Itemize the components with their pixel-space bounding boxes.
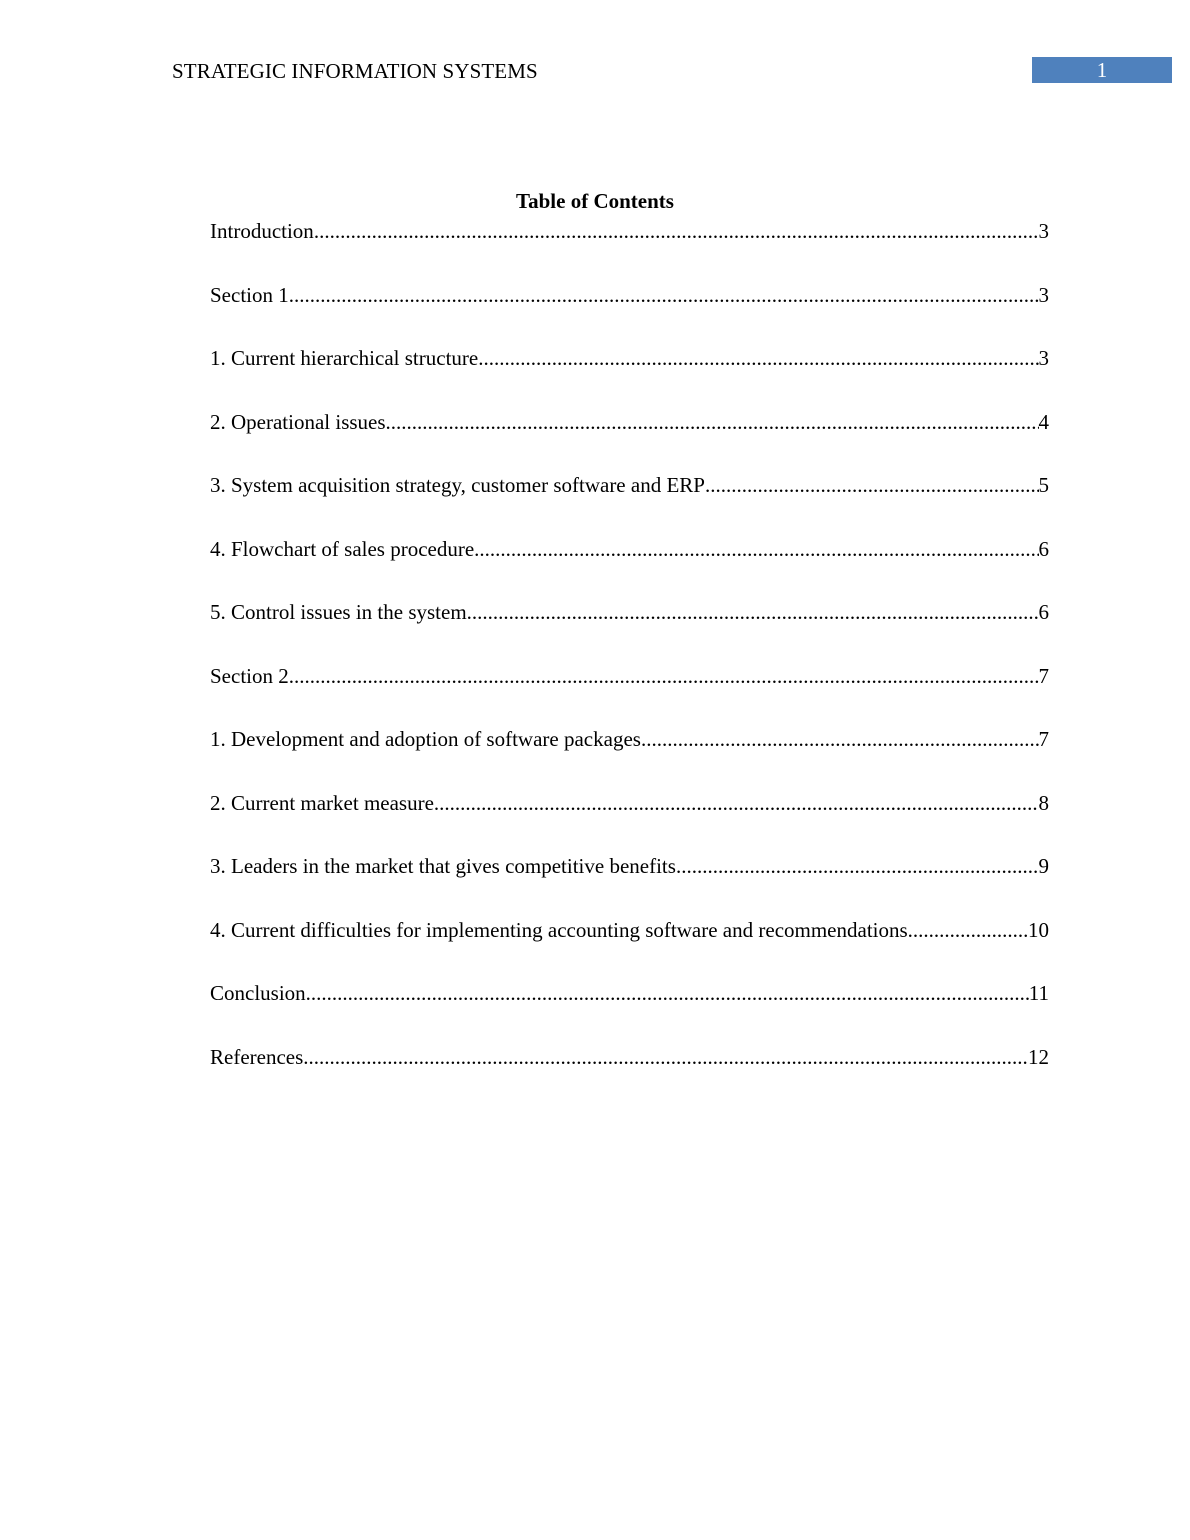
toc-entry-label: 1. Development and adoption of software packages [210,727,641,751]
toc-entry-label: Introduction [210,219,314,243]
table-of-contents [210,217,1049,1106]
toc-entry-page: 7 [1038,663,1049,688]
toc-entry-page: 5 [1038,473,1049,497]
toc-heading: Table of Contents [516,189,674,213]
toc-entry-flowchart-of-sales-procedure[interactable] [210,535,1049,599]
toc-dot-leader [676,852,1039,880]
toc-entry-page: 6 [1038,536,1049,561]
toc-entry-page: 3 [1038,282,1049,307]
toc-entry-label: 2. Operational issues [210,409,386,434]
toc-entry-label: Section 2 [210,663,289,688]
toc-entry-section-1[interactable] [210,281,1049,345]
toc-entry-page: 4 [1038,409,1049,434]
toc-entry-page: 9 [1038,854,1049,878]
toc-dot-leader [467,598,1039,626]
toc-entry-label: Conclusion [210,981,306,1005]
toc-entry-current-market-measure[interactable] [210,789,1049,853]
toc-entry-page: 6 [1038,600,1049,624]
toc-entry-leaders-in-the-market[interactable] [210,852,1049,916]
toc-entry-label: 5. Control issues in the system [210,600,467,624]
page-number-badge: 1 [1032,57,1172,83]
toc-entry-page: 8 [1038,790,1049,815]
toc-entry-introduction[interactable] [210,217,1049,281]
toc-entry-conclusion[interactable] [210,979,1049,1043]
toc-dot-leader [289,281,1039,309]
toc-entry-page: 7 [1038,727,1049,751]
toc-dot-leader [314,217,1039,245]
toc-entry-page: 3 [1038,346,1049,370]
toc-entry-references[interactable] [210,1043,1049,1107]
toc-entry-development-and-adoption[interactable] [210,725,1049,789]
toc-entry-label: 3. Leaders in the market that gives competitive benefits [210,854,676,878]
toc-entry-label: 2. Current market measure [210,790,434,815]
toc-entry-section-2[interactable] [210,662,1049,726]
running-header-title: STRATEGIC INFORMATION SYSTEMS [172,59,538,83]
toc-dot-leader [303,1043,1028,1071]
toc-entry-label: Section 1 [210,282,289,307]
toc-dot-leader [434,789,1039,817]
toc-entry-control-issues[interactable] [210,598,1049,662]
toc-entry-current-difficulties[interactable] [210,916,1049,980]
toc-entry-current-hierarchical-structure[interactable] [210,344,1049,408]
toc-entry-label: 3. System acquisition strategy, customer software and ERP [210,473,705,497]
toc-entry-label: References [210,1044,304,1069]
toc-entry-label: 1. Current hierarchical structure [210,346,479,370]
toc-entry-operational-issues[interactable] [210,408,1049,472]
toc-entry-page: 3 [1038,219,1049,243]
toc-dot-leader [474,535,1038,563]
toc-dot-leader [908,916,1028,944]
toc-entry-label: 4. Flowchart of sales procedure [210,536,475,561]
toc-dot-leader [306,979,1029,1007]
toc-dot-leader [386,408,1039,436]
toc-dot-leader [705,471,1039,499]
toc-entry-system-acquisition-strategy[interactable] [210,471,1049,535]
toc-entry-label: 4. Current difficulties for implementing accounting software and recommendations [210,917,908,942]
toc-dot-leader [641,725,1039,753]
toc-dot-leader [289,662,1039,690]
toc-entry-page: 11 [1028,981,1049,1005]
toc-dot-leader [478,344,1038,372]
toc-entry-page: 10 [1028,917,1049,942]
toc-entry-page: 12 [1028,1044,1049,1069]
